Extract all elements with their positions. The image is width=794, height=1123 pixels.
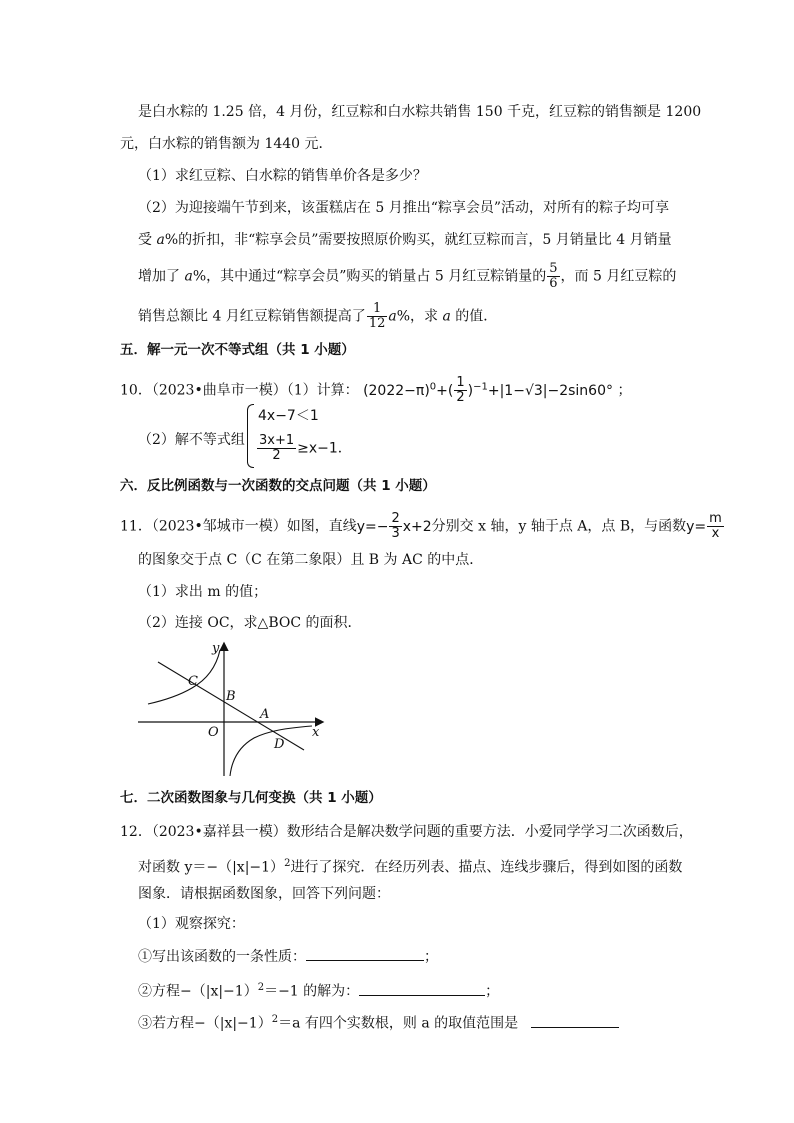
section-6-title: 六．反比例函数与一次函数的交点问题（共 1 小题）: [120, 478, 436, 494]
q9-sub1: （1）求红豆粽、白水粽的销售单价各是多少？: [138, 168, 427, 184]
section-7-title: 七．二次函数图象与几何变换（共 1 小题）: [120, 790, 382, 806]
fraction-one-twelfth: $\frac{1}{12}$: [368, 301, 386, 331]
q12-item1: ①写出该函数的一条性质： ；: [138, 946, 438, 967]
q12-observe: （1）观察探究：: [138, 916, 245, 932]
q10-expression: $(2022-\pi)^0+$( $\frac{1}{2}$ )$^{-1}$+|1−√3|−2sin60°: [363, 375, 613, 405]
q9-sub2-line4: 销售总额比 4 月红豆粽销售额提高了 $\frac{1}{12}$ a%，求 a 的值．: [138, 301, 498, 331]
q11-sub1: （1）求出 m 的值；: [138, 584, 268, 600]
q9-sub2-line3: 增加了 a%，其中通过“粽享会员”购买的销量占 5 月红豆粽销量的 $\frac{5}{6}$ ，而 5 月红豆粽的: [138, 261, 677, 291]
label-y: y: [212, 641, 220, 656]
inequality-1: 4x−7＜1: [258, 408, 319, 424]
hyperbola-branch-upper: [148, 650, 220, 704]
label-C: C: [188, 674, 198, 689]
q10-sub2-label: （2）解不等式组: [138, 432, 245, 448]
fraction-five-sixths: $\frac{5}{6}$: [549, 261, 558, 291]
label-A: A: [260, 707, 270, 722]
q10-line1: 10．（2023•曲阜市一模）（1）计算： $(2022-\pi)^0+$( $\frac{1}{2}$ )$^{-1}$+|1−√3|−2sin60° ；: [120, 375, 632, 405]
hyperbola-branch-lower: [230, 726, 312, 776]
q9-sub2-line1: （2）为迎接端午节到来，该蛋糕店在 5 月推出“粽享会员”活动，对所有的粽子均可享: [138, 200, 670, 216]
answer-blank-1[interactable]: [306, 946, 424, 961]
q9-sub2-line2: 受 a%的折扣，非“粽享会员”需要按照原价购买，就红豆粽而言，5 月销量比 4 月销量: [138, 232, 672, 248]
q11-line2: 的图象交于点 C（C 在第二象限）且 B 为 AC 的中点．: [138, 552, 484, 568]
inequality-2: $\frac{3x+1}{2}$ ≥x−1．: [259, 433, 352, 463]
q11-line1: 11．（2023•邹城市一模）如图，直线y=− $\frac{2}{3}$ x+2分别交 x 轴，y 轴于点 A，点 B，与函数y= $\frac{m}{x}$: [120, 511, 722, 541]
q9-line2: 元，白水粽的销售额为 1440 元．: [120, 136, 333, 152]
q12-item3: ③若方程$-(|x|-1)^2=a$ 有四个实数根，则 a 的取值范围是: [138, 1010, 619, 1034]
q12-item2: ②方程$-(|x|-1)^2=-1$ 的解为： ；: [138, 982, 500, 1000]
section-5-title: 五．解一元一次不等式组（共 1 小题）: [120, 342, 355, 358]
q11-sub2: （2）连接 OC，求△BOC 的面积．: [138, 615, 362, 631]
label-O: O: [208, 725, 219, 740]
q12-line3: 图象．请根据函数图象，回答下列问题：: [138, 886, 390, 902]
system-brace: [247, 404, 254, 468]
answer-blank-2[interactable]: [359, 981, 485, 996]
label-B: B: [226, 689, 236, 704]
q9-line1: 是白水粽的 1.25 倍，4 月份，红豆粽和白水粽共销售 150 千克，红豆粽的销售额是 1200: [138, 104, 702, 120]
q12-line1: 12．（2023•嘉祥县一模）数形结合是解决数学问题的重要方法．小爱同学学习二次函数后，: [120, 824, 693, 840]
q11-graph: [136, 638, 336, 778]
label-D: D: [274, 737, 285, 752]
q12-line2: 对函数 $y=-(|x|-1)^2$进行了探究．在经历列表、描点、连线步骤后，得到如图的函数: [138, 858, 683, 876]
label-x: x: [312, 725, 320, 740]
answer-blank-3[interactable]: [531, 1013, 619, 1028]
